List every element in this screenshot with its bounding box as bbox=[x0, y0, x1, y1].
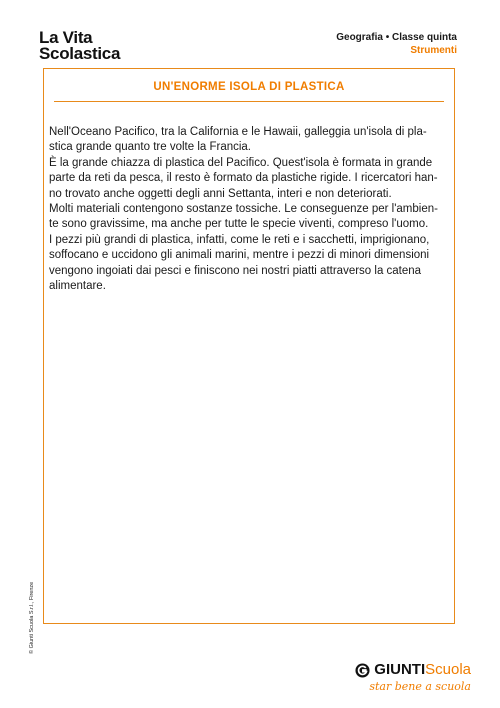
body-line: soffocano e uccidono gli animali marini, mentre i pezzi di minori dimensioni bbox=[49, 249, 430, 262]
page-header-info bbox=[336, 31, 457, 57]
body-line: no trovato anche oggetti degli anni Settanta, interi e non deteriorati. bbox=[49, 187, 392, 200]
body-line: Molti materiali contengono sostanze tossiche. Le conseguenze per l'ambien- bbox=[49, 203, 438, 216]
subject-label: Geografia • Classe quinta bbox=[336, 32, 457, 43]
publisher-logo bbox=[355, 662, 471, 693]
content-frame bbox=[43, 68, 455, 624]
body-line: alimentare. bbox=[49, 280, 106, 293]
publisher-brand bbox=[355, 662, 471, 678]
title-divider bbox=[54, 101, 444, 102]
body-line: stica grande quanto tre volte la Francia. bbox=[49, 141, 252, 154]
article-body bbox=[49, 125, 451, 294]
magazine-logo bbox=[39, 30, 120, 62]
logo-line-1: La Vita bbox=[39, 28, 93, 47]
body-line: vengono ingoiati dai pesci e finiscono nei nostri piatti attraverso la catena bbox=[49, 264, 422, 277]
article-title: UN'ENORME ISOLA DI PLASTICA bbox=[153, 81, 345, 93]
logo-line-2: Scolastica bbox=[39, 44, 121, 63]
body-line: I pezzi più grandi di plastica, infatti, come le reti e i sacchetti, imprigionano, bbox=[49, 233, 430, 246]
body-line: Nell'Oceano Pacifico, tra la California e le Hawaii, galleggia un'isola di pla- bbox=[49, 126, 427, 138]
copyright-notice: © Giunti Scuola S.r.l., Firenze bbox=[29, 581, 35, 654]
section-label: Strumenti bbox=[410, 45, 457, 56]
publisher-tagline: star bene a scuola bbox=[369, 680, 471, 693]
body-line: È la grande chiazza di plastica del Pacifico. Quest'isola è formata in grande bbox=[49, 156, 433, 169]
publisher-name-part1: GIUNTI bbox=[374, 661, 426, 678]
giunti-g-icon bbox=[355, 663, 370, 678]
body-line: te sono gravissime, ma anche per tutte le specie viventi, compreso l'uomo. bbox=[49, 218, 429, 231]
publisher-name-part2: Scuola bbox=[425, 661, 471, 678]
body-line: parte da reti da pesca, il resto è formato da plastiche rigide. I ricercatori han- bbox=[49, 172, 438, 185]
